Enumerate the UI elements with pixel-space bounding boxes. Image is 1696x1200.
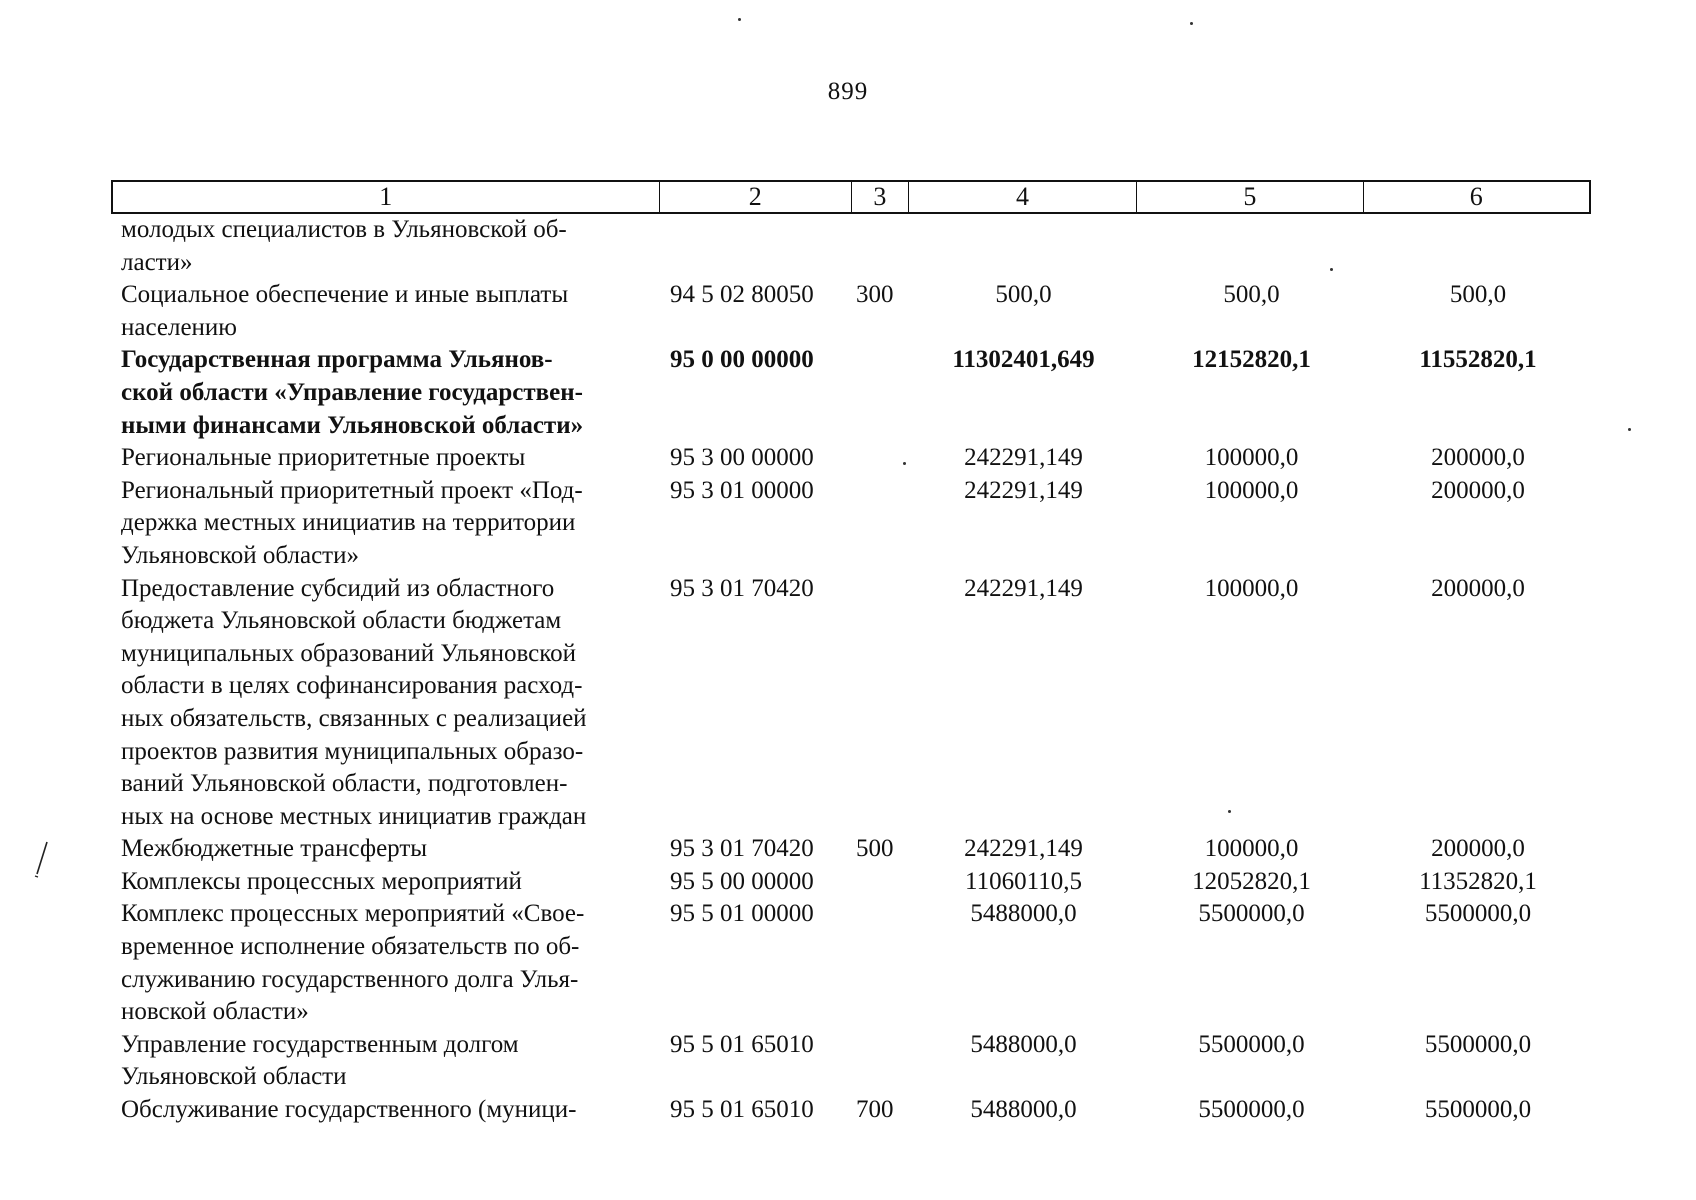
row-name-line: ных обязательств, связанных с реализацией	[121, 704, 587, 732]
row-name-line: ными финансами Ульяновской области»	[121, 411, 584, 439]
amount-col-6: 5500000,0	[1424, 1096, 1532, 1124]
amount-col-5: 5500000,0	[1198, 900, 1305, 928]
amount-col-4: 242291,149	[964, 444, 1083, 472]
target-article-code: 95 5 01 65010	[670, 1096, 814, 1124]
scan-speck	[738, 18, 741, 21]
row-name-line: Обслуживание государственного (муници-	[121, 1096, 577, 1124]
column-header-1: 1	[113, 182, 660, 212]
target-article-code: 95 5 01 65010	[670, 1030, 814, 1058]
table-row	[111, 344, 1591, 442]
row-name	[111, 1029, 659, 1094]
target-article-code: 95 5 00 00000	[670, 867, 814, 895]
scan-speck	[1628, 428, 1631, 431]
amount-col-4: 242291,149	[964, 835, 1083, 863]
amount-col-5: 100000,0	[1204, 444, 1299, 472]
row-name	[111, 475, 659, 573]
row-name-line: Предоставление субсидий из областного	[121, 574, 555, 602]
budget-table-body	[111, 214, 1591, 1127]
expense-type-code	[852, 898, 909, 1028]
row-name-line: Региональный приоритетный проект «Под-	[121, 476, 583, 504]
row-name-line: Государственная программа Ульянов-	[121, 346, 553, 374]
target-article-code: 95 3 01 70420	[670, 574, 814, 602]
amount-col-6	[1365, 214, 1591, 279]
amount-col-4: 5488000,0	[970, 1096, 1077, 1124]
page-number: 899	[827, 78, 869, 105]
row-name-line: Управление государственным долгом	[121, 1030, 519, 1058]
scan-speck	[1330, 268, 1333, 271]
row-name-line: Региональные приоритетные проекты	[121, 444, 526, 472]
row-name-line: ваний Ульяновской области, подготовлен-	[121, 770, 568, 798]
table-row	[111, 1094, 1591, 1127]
column-header-5: 5	[1137, 182, 1363, 212]
table-row	[111, 475, 1591, 573]
amount-col-4: 5488000,0	[970, 900, 1077, 928]
target-article-code: 95 3 01 70420	[670, 835, 814, 863]
amount-col-5: 100000,0	[1204, 476, 1299, 504]
row-name-line: муниципальных образований Ульяновской	[121, 639, 576, 667]
amount-col-5: 12052820,1	[1192, 867, 1311, 895]
row-name-line: служиванию государственного долга Улья-	[121, 965, 579, 993]
amount-col-5: 12152820,1	[1192, 346, 1311, 374]
row-name	[111, 214, 659, 279]
amount-col-4: 242291,149	[964, 476, 1083, 504]
row-name	[111, 898, 659, 1028]
amount-col-6: 200000,0	[1431, 574, 1525, 602]
amount-col-4: 242291,149	[964, 574, 1083, 602]
amount-col-6: 200000,0	[1431, 476, 1525, 504]
scan-speck	[1190, 22, 1193, 25]
row-name-line: держка местных инициатив на территории	[121, 509, 576, 537]
row-name-line: Ульяновской области»	[121, 541, 359, 569]
target-article-code: 94 5 02 80050	[670, 281, 814, 309]
amount-col-6: 5500000,0	[1424, 900, 1532, 928]
expense-type-code: 700	[856, 1096, 894, 1124]
scan-speck	[903, 462, 906, 465]
row-name-line: проектов развития муниципальных образо-	[121, 737, 584, 765]
row-name	[111, 833, 659, 866]
amount-col-5: 100000,0	[1204, 835, 1299, 863]
table-header	[111, 180, 1591, 214]
amount-col-6: 200000,0	[1431, 835, 1525, 863]
table-row	[111, 1029, 1591, 1094]
target-article-code: 95 0 00 00000	[670, 346, 814, 374]
row-name	[111, 1094, 659, 1127]
row-name-line: Комплексы процессных мероприятий	[121, 867, 522, 895]
expense-type-code	[852, 573, 909, 834]
row-name-line: молодых специалистов в Ульяновской об-	[121, 216, 567, 243]
amount-col-5: 500,0	[1223, 281, 1280, 309]
amount-col-6: 500,0	[1449, 281, 1507, 309]
row-name	[111, 279, 659, 344]
row-name-line: новской области»	[121, 998, 309, 1026]
row-name-line: Социальное обеспечение и иные выплаты	[121, 281, 569, 309]
amount-col-6: 11552820,1	[1419, 346, 1537, 374]
row-name-line: населению	[121, 313, 237, 341]
table-row	[111, 866, 1591, 899]
amount-col-4	[909, 214, 1138, 279]
table-row	[111, 833, 1591, 866]
amount-col-6: 5500000,0	[1424, 1030, 1532, 1058]
table-row	[111, 279, 1591, 344]
target-article-code: 95 5 01 00000	[670, 900, 814, 928]
amount-col-6: 200000,0	[1431, 444, 1525, 472]
target-article-code: 95 3 00 00000	[670, 444, 814, 472]
row-name-line: области в целях софинансирования расход-	[121, 672, 583, 700]
table-row	[111, 898, 1591, 1028]
expense-type-code: 500	[856, 835, 894, 863]
table-row	[111, 214, 1591, 279]
row-name-line: Ульяновской области	[121, 1063, 347, 1091]
table-row	[111, 442, 1591, 475]
scan-speck	[1228, 810, 1231, 813]
column-header-6: 6	[1469, 182, 1483, 211]
amount-col-6: 11352820,1	[1419, 867, 1537, 895]
row-name-line: Межбюджетные трансферты	[121, 835, 428, 863]
column-header-4: 4	[909, 182, 1137, 212]
row-name	[111, 344, 659, 442]
amount-col-4: 11060110,5	[965, 867, 1082, 895]
expense-type-code: 300	[856, 281, 894, 309]
row-name-line: Комплекс процессных мероприятий «Свое-	[121, 900, 585, 928]
column-header-3: 3	[852, 182, 909, 212]
expense-type-code	[852, 344, 909, 442]
row-name	[111, 442, 659, 475]
amount-col-4: 11302401,649	[952, 346, 1095, 374]
expense-type-code	[852, 1029, 909, 1094]
row-name-line: ных на основе местных инициатив граждан	[121, 802, 587, 830]
row-name-line: временное исполнение обязательств по об-	[121, 933, 580, 961]
target-article-code: 95 3 01 00000	[670, 476, 814, 504]
amount-col-5: 5500000,0	[1198, 1096, 1305, 1124]
row-name-line: ласти»	[121, 248, 193, 276]
expense-type-code	[852, 442, 909, 475]
pen-mark-icon	[34, 840, 50, 878]
target-article-code	[659, 214, 852, 279]
row-name-line: бюджета Ульяновской области бюджетам	[121, 607, 562, 635]
expense-type-code	[852, 475, 909, 573]
table-row	[111, 573, 1591, 834]
amount-col-4: 500,0	[995, 281, 1052, 309]
column-header-2: 2	[660, 182, 852, 212]
row-name	[111, 573, 659, 834]
expense-type-code	[852, 866, 909, 899]
row-name	[111, 866, 659, 899]
amount-col-4: 5488000,0	[970, 1030, 1077, 1058]
row-name-line: ской области «Управление государствен-	[121, 378, 583, 406]
amount-col-5: 100000,0	[1204, 574, 1299, 602]
expense-type-code	[852, 214, 909, 279]
amount-col-5: 5500000,0	[1198, 1030, 1305, 1058]
